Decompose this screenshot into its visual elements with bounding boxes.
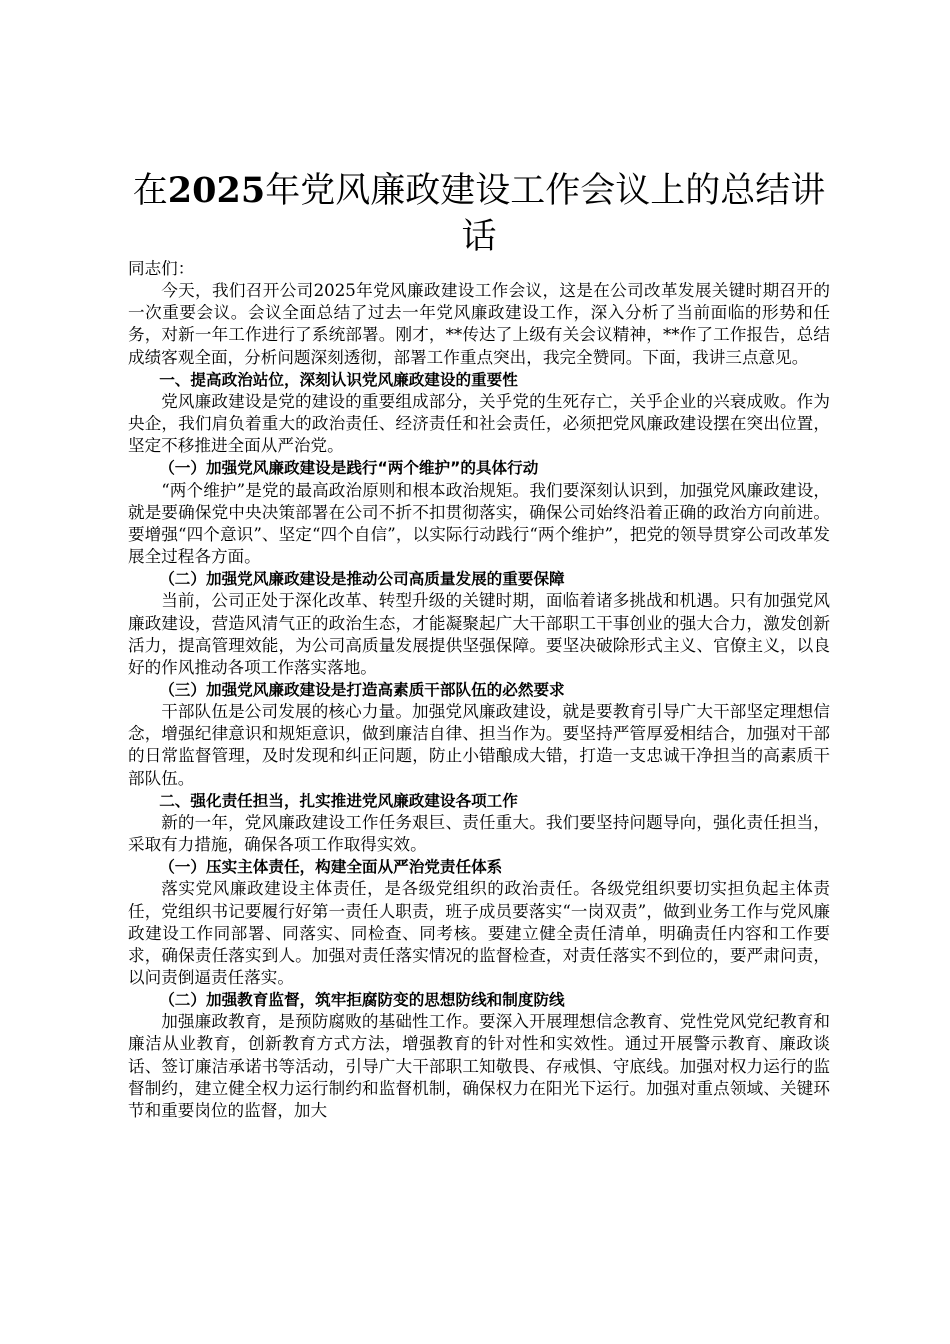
subsection-heading-1-1: （一）加强党风廉政建设是践行“两个维护”的具体行动 [159, 459, 539, 478]
subsection-heading-1-2: （二）加强党风廉政建设是推动公司高质量发展的重要保障 [159, 570, 565, 589]
paragraph: “两个维护”是党的最高政治原则和根本政治规矩。我们要深刻认识到，加强党风廉政建设，就是要确保党中央决策部署在公司不折不扣贯彻落实，确保公司始终沿着正确的政治方向前进。要增强“四个意识”、坚定“四个自信”，以实际行动践行“两个维护”，把党的领导贯穿公司改革发展全过程各方面。 [128, 480, 830, 567]
paragraph: 党风廉政建设是党的建设的重要组成部分，关乎党的生死存亡，关乎企业的兴衰成败。作为央企，我们肩负着重大的政治责任、经济责任和社会责任，必须把党风廉政建设摆在突出位置，坚定不移推进全面从严治党。 [128, 391, 830, 456]
title-prefix: 在 [132, 171, 168, 211]
paragraph: 落实党风廉政建设主体责任，是各级党组织的政治责任。各级党组织要切实担负起主体责任，党组织书记要履行好第一责任人职责，班子成员要落实“一岗双责”，做到业务工作与党风廉政建设工作同部署、同落实、同检查、同考核。要建立健全责任清单，明确责任内容和工作要求，确保责任落实到人。加强对责任落实情况的监督检查，对责任落实不到位的，要严肃问责，以问责倒逼责任落实。 [128, 879, 830, 987]
paragraph-intro: 今天，我们召开公司2025年党风廉政建设工作会议，这是在公司改革发展关键时期召开的一次重要会议。会议全面总结了过去一年党风廉政建设工作，深入分析了当前面临的形势和任务，对新一年工作进行了系统部署。刚才，**传达了上级有关会议精神，**作了工作报告，总结成绩客观全面，分析问题深刻透彻，部署工作重点突出，我完全赞同。下面，我讲三点意见。 [128, 281, 830, 367]
paragraph: 干部队伍是公司发展的核心力量。加强党风廉政建设，就是要教育引导广大干部坚定理想信念，增强纪律意识和规矩意识，做到廉洁自律、担当作为。要坚持严管厚爱相结合，加强对干部的日常监督管理，及时发现和纠正问题，防止小错酿成大错，打造一支忠诚干净担当的高素质干部队伍。 [128, 702, 830, 788]
paragraph: 加强廉政教育，是预防腐败的基础性工作。要深入开展理想信念教育、党性党风党纪教育和廉洁从业教育，创新教育方式方法，增强教育的针对性和实效性。通过开展警示教育、廉政谈话、签订廉洁承诺书等活动，引导广大干部职工知敬畏、存戒惧、守底线。加强对权力运行的监督制约，建立健全权力运行制约和监督机制，确保权力在阳光下运行。加强对重点领域、关键环节和重要岗位的监督，加大 [128, 1012, 830, 1120]
greeting: 同志们： [128, 259, 195, 278]
document-title [128, 168, 830, 260]
subsection-heading-1-3: （三）加强党风廉政建设是打造高素质干部队伍的必然要求 [159, 680, 565, 699]
title-year: 2025 [167, 170, 266, 211]
paragraph: 当前，公司正处于深化改革、转型升级的关键时期，面临着诸多挑战和机遇。只有加强党风廉政建设，营造风清气正的政治生态，才能凝聚起广大干部职工干事创业的强大合力，激发创新活力，提高管理效能，为公司高质量发展提供坚强保障。要坚决破除形式主义、官僚主义，以良好的作风推动各项工作落实落地。 [128, 591, 830, 677]
subsection-heading-2-1: （一）压实主体责任，构建全面从严治党责任体系 [159, 858, 503, 877]
title-suffix: 年党风廉政建设工作会议上的总结讲话 [265, 171, 826, 257]
paragraph: 新的一年，党风廉政建设工作任务艰巨、责任重大。我们要坚持问题导向，强化责任担当，采取有力措施，确保各项工作取得实效。 [128, 812, 830, 855]
section-heading-2: 二、强化责任担当，扎实推进党风廉政建设各项工作 [159, 791, 518, 810]
section-heading-1: 一、提高政治站位，深刻认识党风廉政建设的重要性 [159, 370, 518, 389]
document-body [128, 258, 830, 1122]
subsection-heading-2-2: （二）加强教育监督，筑牢拒腐防变的思想防线和制度防线 [159, 991, 565, 1010]
